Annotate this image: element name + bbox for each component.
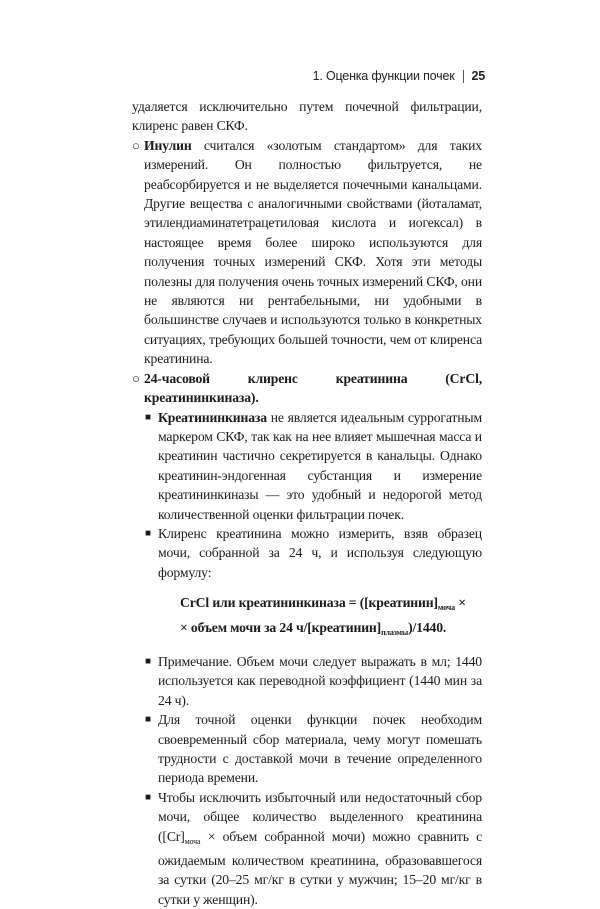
inulin-text: считался «золотым стандартом» для таких измерений. Он полностью фильтруется, не реабсорбируется и не выделяется почечными канальцами. Другие вещества с аналогичными свойствами (йоталамат, этилендиаминатетрацетиловая кислота и иогексал) в настоящее время более широко используются для получения точных измерений СКФ. Хотя эти методы полезны для получения очень точных измерений СКФ, они не являются ни рентабельными, ни удобными в большинстве случаев и используются только в конкретных ситуациях, требующих большей точности, чем от клиренса креатинина. xyxy=(144,137,482,367)
header-divider xyxy=(463,70,464,83)
formula-line-2: × объем мочи за 24 $ч/[креатинин]_{плазмы})/1440$. xyxy=(180,619,447,637)
creatinine-kinase-text: не является идеальным суррогатным маркером СКФ, так как на нее влияет мышечная масса и креатинин частично секретируется в канальцы. Однако креатинин-эндогенная субстанция и измерение креатининкиназы — это удобный и недорогой метод количественной оценки фильтрации почек. xyxy=(158,409,482,522)
square-bullet-icon: ■ xyxy=(145,714,151,726)
clearance-formula xyxy=(132,593,482,642)
circle-bullet-icon: ○ xyxy=(132,370,140,386)
inulin-item xyxy=(132,136,482,369)
formula-line-1: CrCl или креатининкиназа = ($[креатинин]_{моча}$ × xyxy=(180,595,466,613)
crcl-heading: 24-часовой клиренс креатинина (CrCl, креатининкиназа). xyxy=(144,370,482,406)
note-item xyxy=(132,652,482,710)
note-text: Примечание. Объем мочи следует выражать в мл; 1440 используется как переводной коэффициент (1440 мин за 24 ч). xyxy=(158,653,482,708)
inulin-term: Инулин xyxy=(144,137,192,153)
square-bullet-icon: ■ xyxy=(145,791,151,803)
section-title: 1. Оценка функции почек xyxy=(312,69,455,83)
running-head xyxy=(313,69,485,83)
timely-collection-text: Для точной оценки функции почек необходим своевременный сбор материала, чему могут помешать трудности с доставкой мочи в течение определенного периода времени. xyxy=(158,712,482,786)
square-bullet-icon: ■ xyxy=(145,527,151,539)
excess-deficit-item: ■ Чтобы исключить избыточный или недостаточный сбор мочи, общее количество выделенного креатинина ($[Cr]_{моча}$ × объем собранной мочи) можно сравнить с ожидаемым количеством креатинина, образовавшегося за сутки (20–25 мг/кг в сутки у мужчин; 15–20 мг/кг в сутки у женщин). xyxy=(145,789,482,907)
intro-paragraph: удаляется исключительно путем почечной фильтрации, клиренс равен СКФ. xyxy=(132,99,482,134)
circle-bullet-icon: ○ xyxy=(132,137,140,153)
creatinine-kinase-term: Креатининкиназа xyxy=(158,409,267,425)
clearance-measure-text: Клиренс креатинина можно измерить, взяв образец мочи, собранной за 24 ч, и используя следующую формулу: xyxy=(158,525,482,580)
crcl-heading-item xyxy=(132,369,482,408)
square-bullet-icon: ■ xyxy=(145,411,151,423)
page-body xyxy=(132,97,482,909)
creatinine-kinase-item xyxy=(132,408,482,524)
page-number: 25 xyxy=(471,69,485,83)
clearance-measure-item xyxy=(132,524,482,582)
square-bullet-icon: ■ xyxy=(145,655,151,667)
timely-collection-item xyxy=(132,710,482,788)
